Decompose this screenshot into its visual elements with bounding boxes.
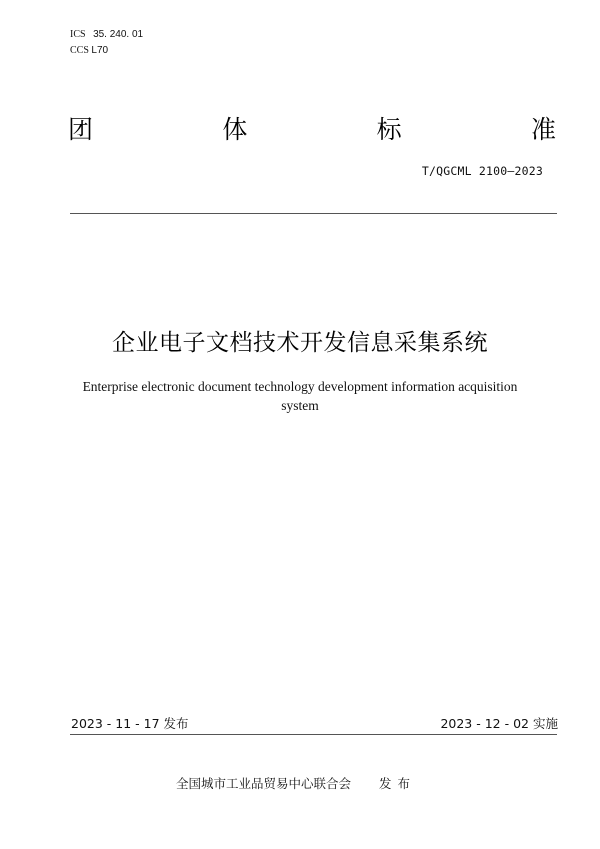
ccs-label: CCS bbox=[70, 45, 89, 56]
standard-code: T/QGCML 2100—2023 bbox=[421, 164, 543, 178]
title-en-line-1: Enterprise electronic document technology development information acquisition bbox=[82, 379, 518, 394]
heading-char-4: 准 bbox=[530, 115, 556, 144]
heading-char-2: 体 bbox=[222, 115, 248, 144]
publish-date bbox=[71, 715, 189, 732]
publisher-name: 全国城市工业品贸易中心联合会 bbox=[176, 776, 352, 791]
document-title-cn: 企业电子文档技术开发信息采集系统 bbox=[112, 330, 488, 356]
ics-value: 35. 240. 01 bbox=[93, 29, 144, 40]
effective-date-label: 实施 bbox=[532, 716, 558, 731]
title-en-line-2: system bbox=[281, 398, 319, 413]
header-divider bbox=[70, 213, 557, 214]
document-title-en bbox=[50, 377, 550, 415]
publish-date-value: 2023 - 11 - 17 bbox=[71, 716, 160, 731]
effective-date bbox=[440, 715, 558, 732]
ics-label: ICS bbox=[70, 29, 86, 40]
heading-char-3: 标 bbox=[376, 115, 402, 144]
standard-type-heading bbox=[68, 113, 556, 147]
footer-divider bbox=[70, 734, 557, 735]
ccs-value: L70 bbox=[91, 45, 109, 56]
publisher-line bbox=[176, 775, 416, 792]
heading-char-1: 团 bbox=[68, 115, 94, 144]
ccs-classification bbox=[70, 44, 108, 58]
ics-classification bbox=[70, 28, 143, 42]
effective-date-value: 2023 - 12 - 02 bbox=[440, 716, 529, 731]
publisher-action: 发布 bbox=[379, 776, 417, 791]
publish-date-label: 发布 bbox=[163, 716, 189, 731]
